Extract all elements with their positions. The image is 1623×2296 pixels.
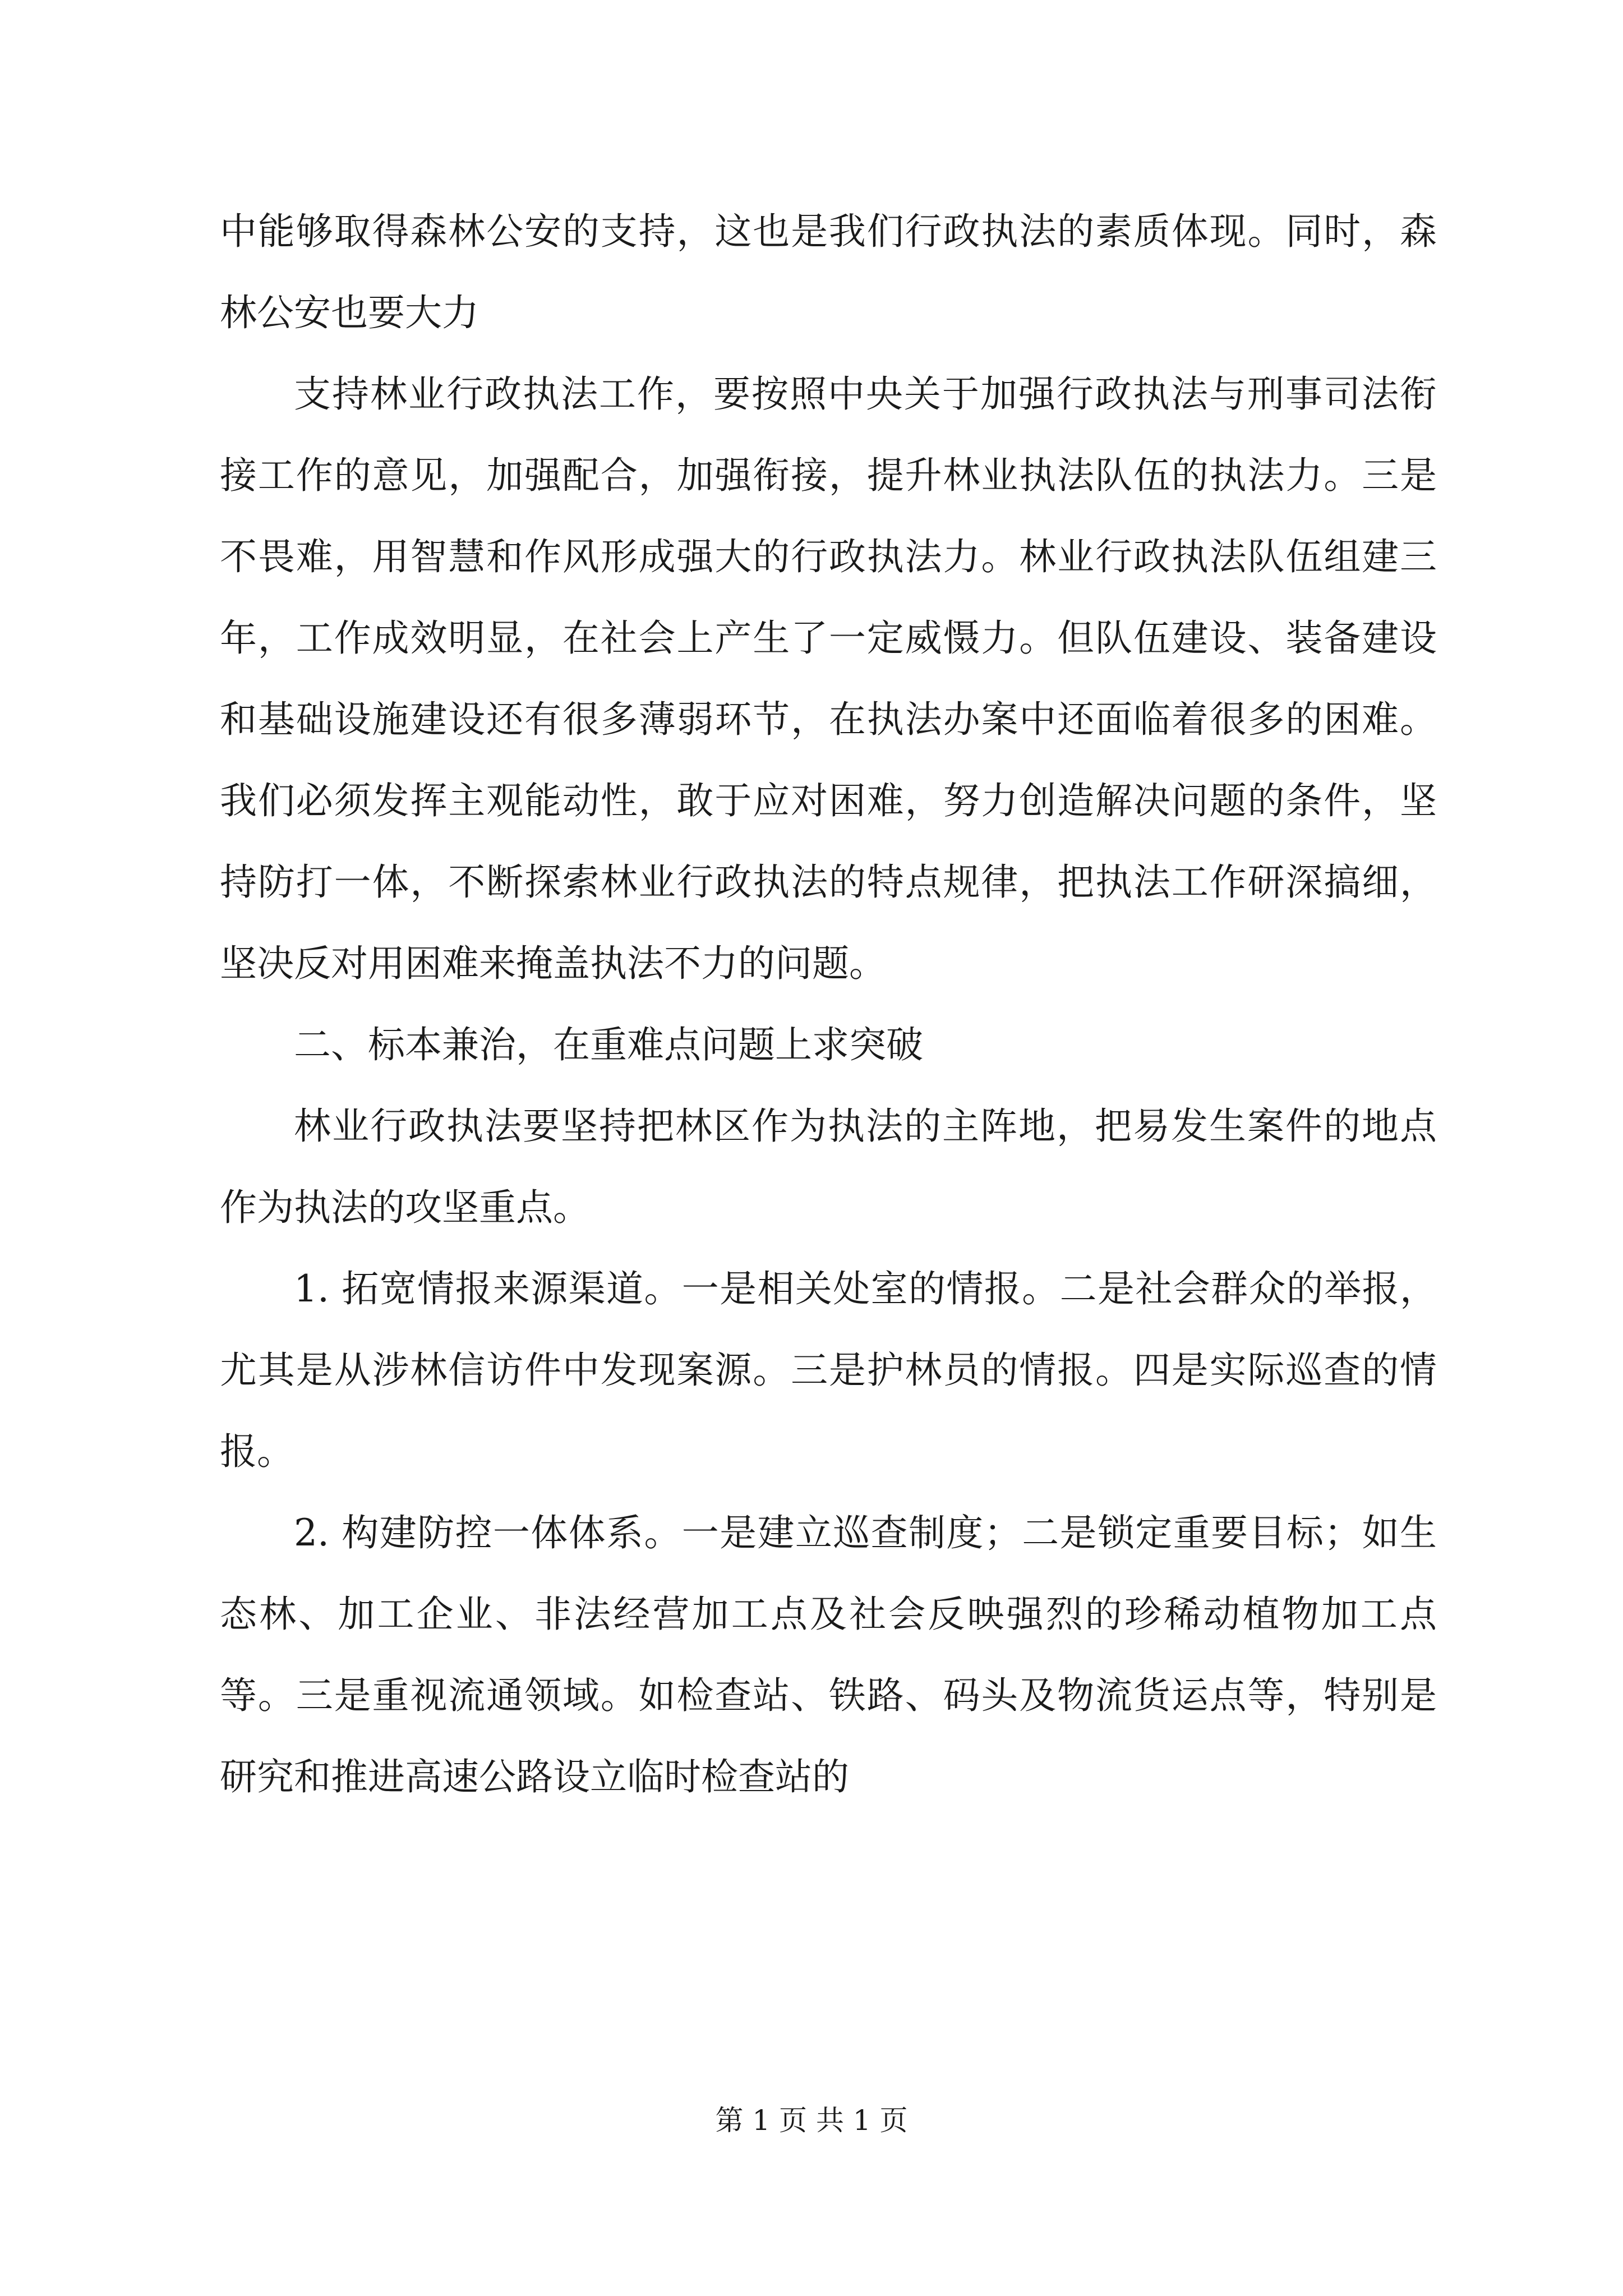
list-item-1: 1. 拓宽情报来源渠道。一是相关处室的情报。二是社会群众的举报，尤其是从涉林信访件中发现案源。三是护林员的情报。四是实际巡查的情报。	[220, 1267, 1437, 1473]
document-body	[220, 191, 1437, 1818]
paragraph-2: 支持林业行政执法工作，要按照中央关于加强行政执法与刑事司法衔接工作的意见，加强配合，加强衔接，提升林业执法队伍的执法力。三是不畏难，用智慧和作风形成强大的行政执法力。林业行政执法队伍组建三年，工作成效明显，在社会上产生了一定威慑力。但队伍建设、装备建设和基础设施建设还有很多薄弱环节，在执法办案中还面临着很多的困难。我们必须发挥主观能动性，敢于应对困难，努力创造解决问题的条件，坚持防打一体，不断探索林业行政执法的特点规律，把执法工作研深搞细，坚决反对用困难来掩盖执法不力的问题。	[220, 372, 1437, 985]
section-heading: 二、标本兼治，在重难点问题上求突破	[294, 1023, 923, 1066]
page-footer: 第 1 页 共 1 页	[715, 2104, 908, 2137]
paragraph-1: 中能够取得森林公安的支持，这也是我们行政执法的素质体现。同时，森林公安也要大力	[220, 210, 1437, 334]
paragraph-3: 林业行政执法要坚持把林区作为执法的主阵地，把易发生案件的地点作为执法的攻坚重点。	[220, 1105, 1437, 1229]
list-item-2: 2. 构建防控一体体系。一是建立巡查制度；二是锁定重要目标；如生态林、加工企业、非法经营加工点及社会反映强烈的珍稀动植物加工点等。三是重视流通领域。如检查站、铁路、码头及物流货运点等，特别是研究和推进高速公路设立临时检查站的	[220, 1511, 1437, 1798]
